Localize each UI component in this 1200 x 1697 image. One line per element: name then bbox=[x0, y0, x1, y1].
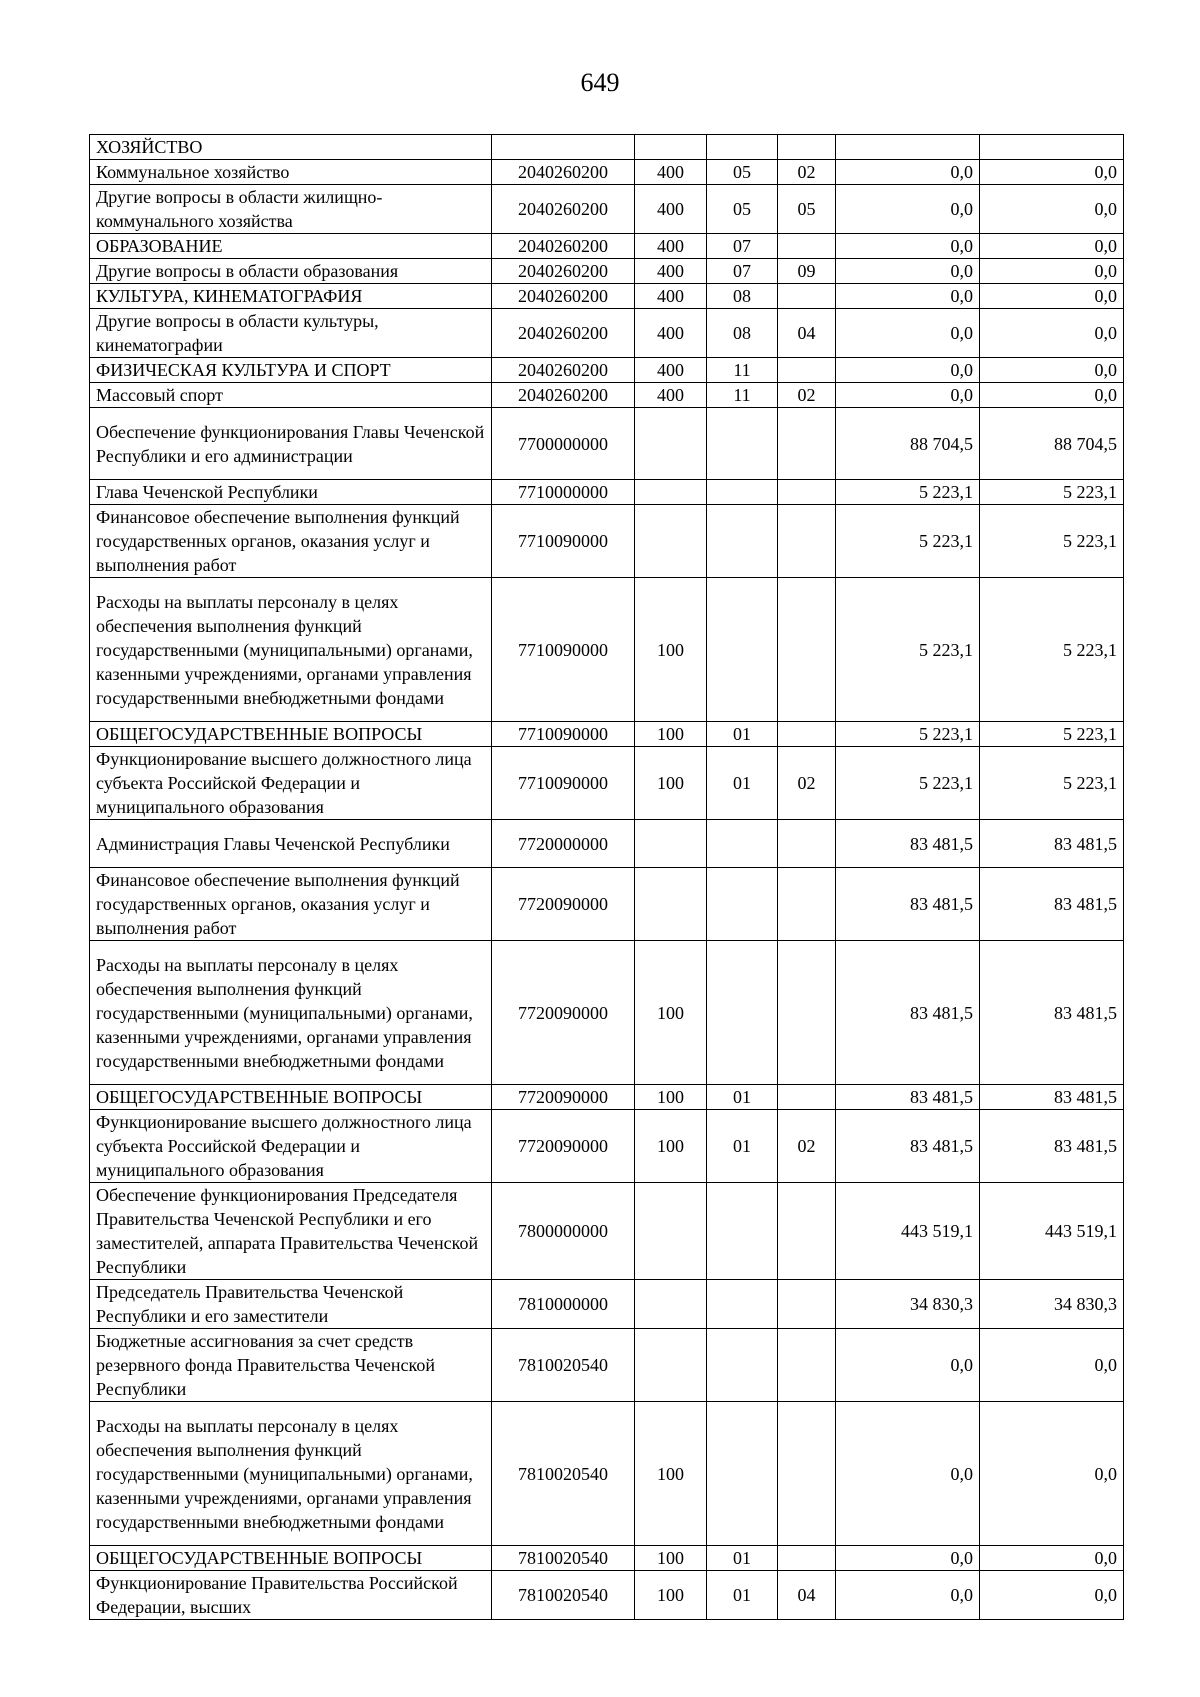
subsection-code bbox=[778, 1085, 836, 1110]
expense-type-code: 100 bbox=[635, 1110, 707, 1183]
line-item-name: Расходы на выплаты персоналу в целях обеспечения выполнения функций государственными (муниципальными) органами, казенными учреждениями, органами управления государственными внебюджетными фондами bbox=[90, 1402, 492, 1546]
table-row bbox=[90, 578, 1124, 722]
target-article-code: 7710090000 bbox=[492, 722, 635, 747]
subsection-code bbox=[778, 722, 836, 747]
line-item-name: Другие вопросы в области жилищно-коммунального хозяйства bbox=[90, 185, 492, 234]
target-article-code: 7800000000 bbox=[492, 1183, 635, 1280]
amount-second-year: 83 481,5 bbox=[980, 941, 1124, 1085]
amount-first-year: 83 481,5 bbox=[836, 868, 980, 941]
subsection-code bbox=[778, 1402, 836, 1546]
amount-first-year: 5 223,1 bbox=[836, 747, 980, 820]
amount-first-year: 0,0 bbox=[836, 358, 980, 383]
line-item-name: Коммунальное хозяйство bbox=[90, 160, 492, 185]
section-code: 11 bbox=[707, 358, 778, 383]
line-item-name: ОБРАЗОВАНИЕ bbox=[90, 234, 492, 259]
subsection-code bbox=[778, 941, 836, 1085]
subsection-code: 02 bbox=[778, 1110, 836, 1183]
target-article-code: 2040260200 bbox=[492, 358, 635, 383]
line-item-name: Обеспечение функционирования Председателя Правительства Чеченской Республики и его заместителей, аппарата Правительства Чеченской Республики bbox=[90, 1183, 492, 1280]
table-row bbox=[90, 408, 1124, 480]
expense-type-code: 400 bbox=[635, 309, 707, 358]
subsection-code bbox=[778, 868, 836, 941]
amount-second-year: 5 223,1 bbox=[980, 505, 1124, 578]
subsection-code bbox=[778, 578, 836, 722]
expense-type-code bbox=[635, 505, 707, 578]
amount-second-year: 34 830,3 bbox=[980, 1280, 1124, 1329]
amount-second-year: 0,0 bbox=[980, 160, 1124, 185]
expense-type-code: 400 bbox=[635, 383, 707, 408]
expense-type-code bbox=[635, 480, 707, 505]
amount-second-year: 0,0 bbox=[980, 234, 1124, 259]
amount-first-year: 88 704,5 bbox=[836, 408, 980, 480]
section-code: 01 bbox=[707, 747, 778, 820]
section-code: 01 bbox=[707, 1546, 778, 1571]
amount-first-year: 5 223,1 bbox=[836, 722, 980, 747]
amount-second-year: 0,0 bbox=[980, 358, 1124, 383]
expense-type-code: 100 bbox=[635, 722, 707, 747]
subsection-code: 02 bbox=[778, 160, 836, 185]
table-row bbox=[90, 309, 1124, 358]
line-item-name: КУЛЬТУРА, КИНЕМАТОГРАФИЯ bbox=[90, 284, 492, 309]
amount-second-year bbox=[980, 135, 1124, 160]
subsection-code bbox=[778, 358, 836, 383]
amount-first-year: 0,0 bbox=[836, 259, 980, 284]
subsection-code: 09 bbox=[778, 259, 836, 284]
amount-second-year: 83 481,5 bbox=[980, 1085, 1124, 1110]
table-row bbox=[90, 747, 1124, 820]
target-article-code: 7710090000 bbox=[492, 505, 635, 578]
section-code bbox=[707, 505, 778, 578]
amount-second-year: 0,0 bbox=[980, 259, 1124, 284]
line-item-name: Расходы на выплаты персоналу в целях обеспечения выполнения функций государственными (муниципальными) органами, казенными учреждениями, органами управления государственными внебюджетными фондами bbox=[90, 578, 492, 722]
target-article-code: 2040260200 bbox=[492, 185, 635, 234]
line-item-name: Глава Чеченской Республики bbox=[90, 480, 492, 505]
target-article-code: 2040260200 bbox=[492, 383, 635, 408]
subsection-code: 05 bbox=[778, 185, 836, 234]
expense-type-code: 400 bbox=[635, 284, 707, 309]
amount-second-year: 0,0 bbox=[980, 284, 1124, 309]
table-row bbox=[90, 383, 1124, 408]
amount-second-year: 0,0 bbox=[980, 1329, 1124, 1402]
table-row bbox=[90, 505, 1124, 578]
amount-first-year: 5 223,1 bbox=[836, 480, 980, 505]
line-item-name: Председатель Правительства Чеченской Республики и его заместители bbox=[90, 1280, 492, 1329]
table-row bbox=[90, 259, 1124, 284]
section-code bbox=[707, 578, 778, 722]
line-item-name: Массовый спорт bbox=[90, 383, 492, 408]
expense-type-code: 400 bbox=[635, 185, 707, 234]
amount-first-year: 5 223,1 bbox=[836, 578, 980, 722]
target-article-code: 2040260200 bbox=[492, 160, 635, 185]
table-row bbox=[90, 135, 1124, 160]
subsection-code bbox=[778, 135, 836, 160]
subsection-code: 04 bbox=[778, 309, 836, 358]
section-code: 08 bbox=[707, 284, 778, 309]
expense-type-code bbox=[635, 1183, 707, 1280]
amount-first-year: 0,0 bbox=[836, 1571, 980, 1620]
line-item-name: ХОЗЯЙСТВО bbox=[90, 135, 492, 160]
line-item-name: Бюджетные ассигнования за счет средств резервного фонда Правительства Чеченской Республики bbox=[90, 1329, 492, 1402]
amount-first-year: 443 519,1 bbox=[836, 1183, 980, 1280]
table-row bbox=[90, 941, 1124, 1085]
amount-second-year: 0,0 bbox=[980, 1571, 1124, 1620]
subsection-code bbox=[778, 1329, 836, 1402]
expense-type-code: 400 bbox=[635, 160, 707, 185]
target-article-code: 2040260200 bbox=[492, 309, 635, 358]
line-item-name: Обеспечение функционирования Главы Чеченской Республики и его администрации bbox=[90, 408, 492, 480]
subsection-code bbox=[778, 480, 836, 505]
amount-second-year: 83 481,5 bbox=[980, 820, 1124, 868]
page-number: 649 bbox=[580, 68, 620, 97]
section-code bbox=[707, 1329, 778, 1402]
subsection-code bbox=[778, 1183, 836, 1280]
table-row bbox=[90, 284, 1124, 309]
line-item-name: Функционирование высшего должностного лица субъекта Российской Федерации и муниципального образования bbox=[90, 1110, 492, 1183]
amount-second-year: 443 519,1 bbox=[980, 1183, 1124, 1280]
target-article-code: 7720090000 bbox=[492, 1085, 635, 1110]
amount-first-year: 83 481,5 bbox=[836, 820, 980, 868]
amount-second-year: 0,0 bbox=[980, 383, 1124, 408]
amount-first-year: 0,0 bbox=[836, 1329, 980, 1402]
table-row bbox=[90, 1571, 1124, 1620]
line-item-name: Финансовое обеспечение выполнения функций государственных органов, оказания услуг и выполнения работ bbox=[90, 505, 492, 578]
target-article-code: 7720090000 bbox=[492, 1110, 635, 1183]
table-row bbox=[90, 160, 1124, 185]
table-row bbox=[90, 1280, 1124, 1329]
subsection-code: 04 bbox=[778, 1571, 836, 1620]
expense-type-code: 400 bbox=[635, 358, 707, 383]
expense-type-code: 100 bbox=[635, 1571, 707, 1620]
section-code bbox=[707, 941, 778, 1085]
section-code bbox=[707, 1183, 778, 1280]
line-item-name: Функционирование высшего должностного лица субъекта Российской Федерации и муниципального образования bbox=[90, 747, 492, 820]
amount-first-year: 0,0 bbox=[836, 185, 980, 234]
table-row bbox=[90, 1085, 1124, 1110]
amount-second-year: 0,0 bbox=[980, 1402, 1124, 1546]
table-row bbox=[90, 358, 1124, 383]
amount-first-year: 0,0 bbox=[836, 1402, 980, 1546]
amount-first-year: 83 481,5 bbox=[836, 1110, 980, 1183]
budget-table bbox=[89, 134, 1124, 1620]
table-row bbox=[90, 722, 1124, 747]
target-article-code: 2040260200 bbox=[492, 234, 635, 259]
target-article-code: 7710090000 bbox=[492, 578, 635, 722]
section-code bbox=[707, 135, 778, 160]
expense-type-code: 100 bbox=[635, 1085, 707, 1110]
target-article-code: 7700000000 bbox=[492, 408, 635, 480]
target-article-code: 2040260200 bbox=[492, 259, 635, 284]
expense-type-code bbox=[635, 408, 707, 480]
table-row bbox=[90, 480, 1124, 505]
amount-first-year: 34 830,3 bbox=[836, 1280, 980, 1329]
subsection-code bbox=[778, 408, 836, 480]
expense-type-code: 100 bbox=[635, 747, 707, 820]
expense-type-code: 100 bbox=[635, 1402, 707, 1546]
amount-second-year: 5 223,1 bbox=[980, 722, 1124, 747]
section-code bbox=[707, 1402, 778, 1546]
amount-second-year: 5 223,1 bbox=[980, 578, 1124, 722]
table-row bbox=[90, 185, 1124, 234]
target-article-code: 2040260200 bbox=[492, 284, 635, 309]
section-code: 08 bbox=[707, 309, 778, 358]
expense-type-code: 100 bbox=[635, 941, 707, 1085]
target-article-code: 7810020540 bbox=[492, 1402, 635, 1546]
amount-second-year: 83 481,5 bbox=[980, 868, 1124, 941]
table-row bbox=[90, 868, 1124, 941]
table-row bbox=[90, 1110, 1124, 1183]
line-item-name: ОБЩЕГОСУДАРСТВЕННЫЕ ВОПРОСЫ bbox=[90, 1085, 492, 1110]
section-code: 07 bbox=[707, 259, 778, 284]
table-row bbox=[90, 820, 1124, 868]
section-code bbox=[707, 820, 778, 868]
amount-first-year: 0,0 bbox=[836, 234, 980, 259]
amount-first-year: 83 481,5 bbox=[836, 1085, 980, 1110]
expense-type-code bbox=[635, 1280, 707, 1329]
amount-first-year: 0,0 bbox=[836, 284, 980, 309]
table-row bbox=[90, 1329, 1124, 1402]
expense-type-code bbox=[635, 820, 707, 868]
subsection-code bbox=[778, 820, 836, 868]
amount-second-year: 83 481,5 bbox=[980, 1110, 1124, 1183]
expense-type-code bbox=[635, 1329, 707, 1402]
subsection-code bbox=[778, 234, 836, 259]
subsection-code bbox=[778, 1546, 836, 1571]
target-article-code: 7720090000 bbox=[492, 868, 635, 941]
line-item-name: Финансовое обеспечение выполнения функций государственных органов, оказания услуг и выполнения работ bbox=[90, 868, 492, 941]
amount-first-year: 5 223,1 bbox=[836, 505, 980, 578]
amount-first-year bbox=[836, 135, 980, 160]
subsection-code: 02 bbox=[778, 747, 836, 820]
section-code bbox=[707, 1280, 778, 1329]
expense-type-code bbox=[635, 135, 707, 160]
section-code: 11 bbox=[707, 383, 778, 408]
target-article-code: 7710000000 bbox=[492, 480, 635, 505]
section-code: 05 bbox=[707, 185, 778, 234]
section-code bbox=[707, 408, 778, 480]
amount-first-year: 83 481,5 bbox=[836, 941, 980, 1085]
target-article-code: 7810000000 bbox=[492, 1280, 635, 1329]
amount-first-year: 0,0 bbox=[836, 160, 980, 185]
section-code bbox=[707, 868, 778, 941]
amount-second-year: 0,0 bbox=[980, 309, 1124, 358]
target-article-code: 7810020540 bbox=[492, 1571, 635, 1620]
amount-second-year: 5 223,1 bbox=[980, 747, 1124, 820]
target-article-code: 7810020540 bbox=[492, 1329, 635, 1402]
line-item-name: Функционирование Правительства Российской Федерации, высших bbox=[90, 1571, 492, 1620]
line-item-name: ОБЩЕГОСУДАРСТВЕННЫЕ ВОПРОСЫ bbox=[90, 1546, 492, 1571]
target-article-code: 7710090000 bbox=[492, 747, 635, 820]
amount-first-year: 0,0 bbox=[836, 383, 980, 408]
section-code: 07 bbox=[707, 234, 778, 259]
section-code: 01 bbox=[707, 1085, 778, 1110]
table-row bbox=[90, 1546, 1124, 1571]
expense-type-code: 400 bbox=[635, 234, 707, 259]
budget-table-body bbox=[90, 135, 1124, 1620]
line-item-name: ОБЩЕГОСУДАРСТВЕННЫЕ ВОПРОСЫ bbox=[90, 722, 492, 747]
subsection-code: 02 bbox=[778, 383, 836, 408]
target-article-code: 7720000000 bbox=[492, 820, 635, 868]
line-item-name: Другие вопросы в области образования bbox=[90, 259, 492, 284]
table-row bbox=[90, 1183, 1124, 1280]
expense-type-code: 100 bbox=[635, 578, 707, 722]
amount-first-year: 0,0 bbox=[836, 1546, 980, 1571]
line-item-name: ФИЗИЧЕСКАЯ КУЛЬТУРА И СПОРТ bbox=[90, 358, 492, 383]
amount-first-year: 0,0 bbox=[836, 309, 980, 358]
expense-type-code: 100 bbox=[635, 1546, 707, 1571]
line-item-name: Другие вопросы в области культуры, кинематографии bbox=[90, 309, 492, 358]
section-code: 01 bbox=[707, 1110, 778, 1183]
amount-second-year: 0,0 bbox=[980, 1546, 1124, 1571]
amount-second-year: 88 704,5 bbox=[980, 408, 1124, 480]
line-item-name: Расходы на выплаты персоналу в целях обеспечения выполнения функций государственными (муниципальными) органами, казенными учреждениями, органами управления государственными внебюджетными фондами bbox=[90, 941, 492, 1085]
target-article-code: 7810020540 bbox=[492, 1546, 635, 1571]
table-row bbox=[90, 1402, 1124, 1546]
section-code: 05 bbox=[707, 160, 778, 185]
table-row bbox=[90, 234, 1124, 259]
amount-second-year: 5 223,1 bbox=[980, 480, 1124, 505]
subsection-code bbox=[778, 505, 836, 578]
section-code: 01 bbox=[707, 1571, 778, 1620]
subsection-code bbox=[778, 1280, 836, 1329]
subsection-code bbox=[778, 284, 836, 309]
line-item-name: Администрация Главы Чеченской Республики bbox=[90, 820, 492, 868]
target-article-code bbox=[492, 135, 635, 160]
expense-type-code: 400 bbox=[635, 259, 707, 284]
section-code bbox=[707, 480, 778, 505]
amount-second-year: 0,0 bbox=[980, 185, 1124, 234]
expense-type-code bbox=[635, 868, 707, 941]
section-code: 01 bbox=[707, 722, 778, 747]
target-article-code: 7720090000 bbox=[492, 941, 635, 1085]
